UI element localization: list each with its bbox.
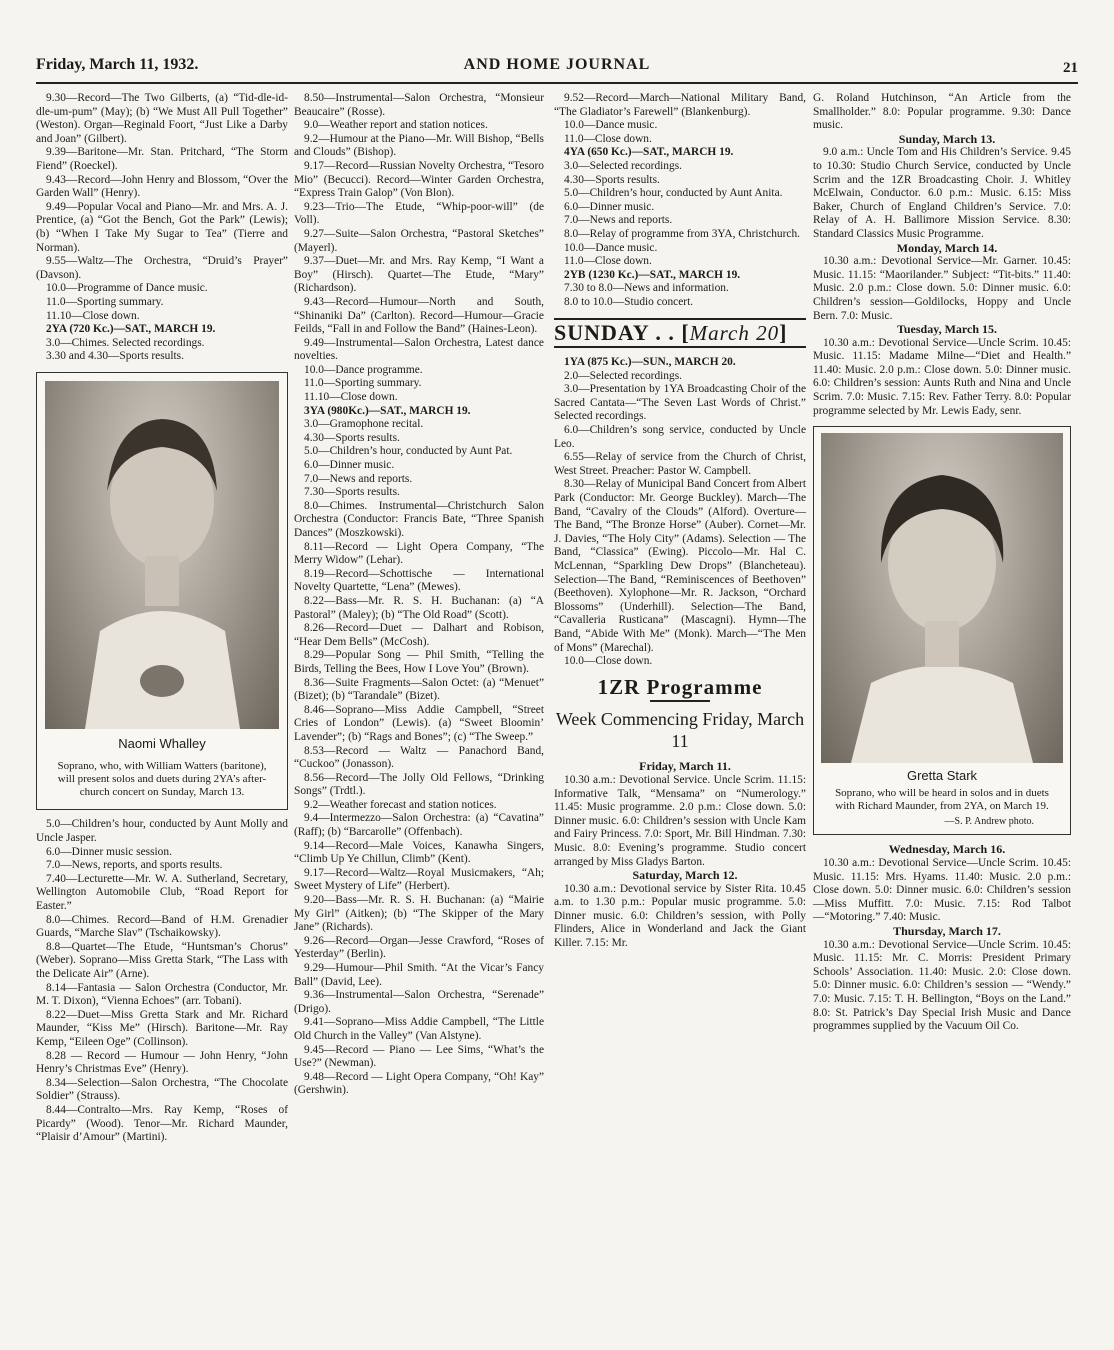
programme-item: 11.0—Sporting summary.	[46, 295, 164, 308]
programme-item: 2.0—Selected recordings.	[564, 369, 682, 382]
programme-item: 11.0—Close down.	[564, 132, 652, 145]
programme-item: 8.0—Chimes. Record—Band of H.M. Grenadier Guards, “Marche Slav” (Tschaikowsky).	[36, 913, 288, 940]
programme-list	[554, 160, 806, 269]
programme-item: 10.0—Programme of Dance music.	[46, 282, 208, 295]
programme-item: 9.37—Duet—Mr. and Mrs. Ray Kemp, “I Want a Boy” (Hirsch). Quartet—The Etude, “Mary” (Richardson).	[294, 255, 544, 295]
day-heading-tuesday: Tuesday, March 15.	[896, 322, 998, 337]
sunday-banner-bracket: ]	[779, 319, 788, 345]
programme-item: 10.0—Dance music.	[564, 241, 658, 254]
programme-item: 9.52—Record—March—National Military Band, “The Gladiator’s Farewell” (Blankenburg).	[554, 92, 806, 118]
day-heading-sunday: Sunday, March 13.	[898, 131, 996, 146]
programme-item: 7.0—News and reports.	[304, 472, 413, 485]
programme-item: 9.20—Bass—Mr. R. S. H. Buchanan: (a) “Mairie My Girl” (Aitken); (b) “The Skipper of the Mary Jane” (Richards).	[294, 894, 544, 934]
programme-item: 6.0—Children’s song service, conducted by Uncle Leo.	[554, 424, 806, 450]
programme-item: 9.2—Weather forecast and station notices.	[304, 798, 497, 811]
day-text-wednesday: 10.30 a.m.: Devotional Service—Uncle Scrim. 10.45: Music. 11.15: Mrs. Hyams. 11.40: Music. 2.0 p.m.: Close down. 5.0: Dinner music. 6.0: Children’s session—Miss Muffitt. 7.0: Music. 7.15: Rod Talbot—“Motoring.” 7.40: Music.	[813, 857, 1071, 924]
photo-credit: —S. P. Andrew photo.	[944, 815, 1034, 827]
day-heading-wednesday: Wednesday, March 16.	[888, 842, 1006, 857]
programme-item: 7.0—News, reports, and sports results.	[46, 859, 223, 872]
photo-box-naomi-whalley	[36, 372, 288, 811]
programme-item: 7.30 to 8.0—News and information.	[564, 282, 729, 295]
programme-item: 8.14—Fantasia — Salon Orchestra (Conductor, Mr. M. T. Dixon), “Vienna Echoes” (arr. Tobani).	[36, 981, 288, 1008]
programme-list	[554, 370, 806, 669]
portrait-illustration	[45, 381, 279, 729]
column-3	[554, 92, 806, 951]
programme-list	[294, 418, 544, 1098]
programme-item: 8.44—Contralto—Mrs. Ray Kemp, “Roses of Picardy” (Wood). Tenor—Mr. Richard Maunder, “Plaisir d’Amour” (Martini).	[36, 1103, 288, 1144]
programme-item: 11.10—Close down.	[304, 391, 398, 404]
station-heading-3ya: 3YA (980Kc.)—SAT., MARCH 19.	[304, 404, 471, 417]
photo-box-gretta-stark	[813, 426, 1071, 835]
programme-item: 8.0—Chimes. Instrumental—Christchurch Salon Orchestra (Conductor: Francis Bate, “Three Spanish Dances” (Moszkowski).	[294, 499, 544, 539]
portrait-photo	[45, 381, 279, 729]
programme-item: 9.43—Record—Humour—North and South, “Shinaniki Da” (Carlton). Record—Humour—Gracie Feilds, “Fall in and Follow the Band” (Haines-Leon).	[294, 295, 544, 336]
programme-item: 9.2—Humour at the Piano—Mr. Will Bishop, “Bells and Clouds” (Bishop).	[294, 132, 544, 159]
sunday-banner	[554, 318, 806, 349]
programme-item: 10.0—Dance programme.	[304, 363, 423, 376]
programme-item: 8.8—Quartet—The Etude, “Huntsman’s Chorus” (Weber). Soprano—Miss Gretta Stark, “The Lass with the Delicate Air” (Arne).	[36, 940, 288, 980]
programme-list	[554, 92, 806, 146]
page-number: 21	[1063, 60, 1078, 76]
day-text-tuesday: 10.30 a.m.: Devotional Service—Uncle Scrim. 10.45: Music. 11.15: Madame Milne—“Diet and Health.” 11.40: Music. 2.0 p.m.: Close down. 5.0: Dinner music. 6.0: Children’s session: Aunts Ruth and Nina and Uncle Scrim. 7.0: Music. 7.15: Rev. Father Terry. 8.0: Popular programme selected by Mr. Lewis Eady, senr.	[813, 336, 1071, 417]
page-header	[36, 56, 1078, 82]
station-heading-2ya: 2YA (720 Kc.)—SAT., MARCH 19.	[46, 323, 216, 336]
programme-item: 6.0—Dinner music session.	[46, 845, 172, 858]
programme-item: 5.0—Children’s hour, conducted by Aunt Pat.	[304, 445, 513, 458]
sunday-banner-label: SUNDAY . . [	[554, 319, 690, 345]
programme-item: 9.55—Waltz—The Orchestra, “Druid’s Prayer” (Davson).	[36, 255, 288, 281]
programme-item: 9.30—Record—The Two Gilberts, (a) “Tid-dle-id-dle-um-pum” (May); (b) “We Must All Pull Together” (Weston). Organ—Reginald Foort, “Just Like a Darby and Joan” (Gilbert).	[36, 92, 288, 145]
programme-item: 9.36—Instrumental—Salon Orchestra, “Serenade” (Drigo).	[294, 989, 544, 1015]
day-text-sunday: 9.0 a.m.: Uncle Tom and His Children’s Service. 9.45 to 10.30: Studio Church Service, conducted by Uncle Scrim and the 1ZR Broadcasting Choir. J. Whitley McElwain, Conductor. 6.0 p.m.: Music. 6.15: Miss Baker, Church of England Children’s Service. 7.0: Relay of A. H. Ballimore Mission Service. 8.30: Standard Classics Music Programme.	[813, 146, 1071, 240]
programme-item: 9.49—Popular Vocal and Piano—Mr. and Mrs. A. J. Prentice, (a) “Got the Bench, Got the Park” (Lewis); (b) “When I Take My Sugar to Tea” (Tierre and Norman).	[36, 200, 288, 254]
programme-item: 9.43—Record—John Henry and Blossom, “Over the Garden Wall” (Henry).	[36, 173, 288, 200]
programme-item: 9.48—Record — Light Opera Company, “Oh! Kay” (Gershwin).	[294, 1070, 544, 1097]
programme-item: 3.30 and 4.30—Sports results.	[46, 350, 184, 363]
programme-item: 9.27—Suite—Salon Orchestra, “Pastoral Sketches” (Mayerl).	[294, 227, 544, 254]
programme-item: 9.26—Record—Organ—Jesse Crawford, “Roses of Yesterday” (Berlin).	[294, 934, 544, 961]
portrait-illustration	[821, 433, 1063, 763]
programme-item: 8.50—Instrumental—Salon Orchestra, “Monsieur Beaucaire” (Rosse).	[294, 92, 544, 118]
column-4	[813, 92, 1071, 1034]
journal-title: AND HOME JOURNAL	[463, 56, 651, 73]
sunday-banner-date: March 20	[689, 320, 780, 345]
day-heading-thursday: Thursday, March 17.	[893, 924, 1001, 938]
programme-item: 9.17—Record—Waltz—Royal Musicmakers, “Ah; Sweet Mystery of Life” (Herbert).	[294, 866, 544, 893]
programme-item: 9.14—Record—Male Voices, Kanawha Singers, “Climb Up Ye Chillun, Climb” (Kent).	[294, 839, 544, 866]
programme-item: 9.4—Intermezzo—Salon Orchestra: (a) “Cavatina” (Raff); (b) “Barcarolle” (Offenbach).	[294, 812, 544, 839]
izr-programme-title: 1ZR Programme	[597, 674, 763, 699]
programme-item: 8.28 — Record — Humour — John Henry, “John Henry’s Christmas Eve” (Henry).	[36, 1049, 288, 1076]
divider	[650, 700, 710, 702]
programme-item: 9.29—Humour—Phil Smith. “At the Vicar’s Fancy Ball” (David, Lee).	[294, 962, 544, 988]
programme-item: 5.0—Children’s hour, conducted by Aunt Anita.	[564, 187, 783, 200]
programme-item: 8.30—Relay of Municipal Band Concert from Albert Park (Conductor: Mr. George Buckley). March—The Band, “Cavalry of the Clouds” (Alford). Overture—The Band, “The Bronze Horse” (Auber). Cornet—Mr. J. Davies, “The Holy City” (Adams). Selection — The Band, “Classica” (Ewing). Piccolo—Mr. Hal C. McLennan, “Sparkling Dew Drops” (Blancheteau). Selection—The Band, “Reminiscences of Beethoven” (Beethoven). Xylophone—Mr. R. Jackson, “Orchard Blossoms” (Underhill). Selection—The Band, “Cavalleria Rusticana” (Mascagni). Hymn—The Band, “Abide With Me” (Monk). March—“The Men of Mons” (Marechal).	[554, 478, 807, 654]
programme-item: 8.22—Duet—Miss Gretta Stark and Mr. Richard Maunder, “Kiss Me” (Hirsch). Baritone—Mr. Ray Kemp, “Eileen Oge” (Collinson).	[36, 1008, 288, 1048]
programme-item: 8.26—Record—Duet — Dalhart and Robison, “Hear Dem Bells” (McCosh).	[294, 622, 544, 648]
programme-item: 9.23—Trio—The Etude, “Whip-poor-will” (de Voll).	[294, 200, 544, 227]
programme-item: 8.0 to 10.0—Studio concert.	[564, 295, 694, 308]
programme-item: 7.0—News and reports.	[564, 214, 673, 227]
column-1	[36, 92, 288, 1145]
programme-list	[36, 92, 288, 323]
programme-item: 9.45—Record — Piano — Lee Sims, “What’s the Use?” (Newman).	[294, 1043, 544, 1070]
programme-list	[36, 337, 288, 364]
programme-item: 8.56—Record—The Jolly Old Fellows, “Drinking Songs” (Trdtl.).	[294, 771, 544, 798]
izr-programme-subtitle: Week Commencing Friday, March 11	[555, 709, 805, 752]
programme-item: 7.30—Sports results.	[304, 486, 400, 499]
programme-item: 11.10—Close down.	[46, 309, 140, 322]
programme-item: 8.22—Bass—Mr. R. S. H. Buchanan: (a) “A Pastoral” (Maley); (b) “The Old Road” (Scott).	[294, 594, 544, 621]
programme-item: 9.39—Baritone—Mr. Stan. Pritchard, “The Storm Fiend” (Roeckel).	[36, 146, 288, 172]
day-text-friday: 10.30 a.m.: Devotional Service. Uncle Scrim. 11.15: Informative Talk, “Mensama” on “Numerology.” 11.45: Music programme. 2.0 p.m.: Close down. 5.0: Dinner music. 6.0: Children’s session with Uncle Kam and Fairy Princess. 7.0: Sport, Mr. Bill Hindman. 7.30: Music. 8.0: Evening’s programme. Studio concert arranged by Miss Gladys Barton.	[554, 773, 806, 868]
photo-name: Gretta Stark	[906, 768, 978, 784]
programme-item: 7.40—Lecturette—Mr. W. A. Sutherland, Secretary, Wellington Automobile Club, “Road Report for Easter.”	[36, 872, 288, 913]
programme-item: 3.0—Gramophone recital.	[304, 418, 424, 431]
programme-item: 8.34—Selection—Salon Orchestra, “The Chocolate Soldier” (Strauss).	[36, 1076, 288, 1103]
programme-list	[554, 282, 806, 309]
station-heading-1ya: 1YA (875 Kc.)—SUN., MARCH 20.	[564, 356, 736, 369]
programme-item: 8.29—Popular Song — Phil Smith, “Telling the Birds, Telling the Bees, How I Love You” (Brown).	[294, 649, 544, 675]
programme-item: 9.41—Soprano—Miss Addie Campbell, “The Little Old Church in the Valley” (Van Alstyne).	[294, 1016, 544, 1042]
day-heading-monday: Monday, March 14.	[896, 240, 998, 255]
programme-item: 11.0—Close down.	[564, 255, 652, 268]
portrait-photo	[821, 433, 1063, 763]
programme-item: 8.11—Record — Light Opera Company, “The Merry Widow” (Lehar).	[294, 540, 544, 567]
issue-date: Friday, March 11, 1932.	[36, 56, 199, 73]
programme-item: 8.36—Suite Fragments—Salon Octet: (a) “Menuet” (Bizet); (b) “Tarandale” (Bizet).	[294, 676, 544, 703]
programme-item: 4.30—Sports results.	[564, 173, 660, 186]
continued-text: G. Roland Hutchinson, “An Article from the Smallholder.” 8.0: Popular programme. 9.30: Dance music.	[813, 92, 1071, 132]
programme-item: 3.0—Chimes. Selected recordings.	[46, 336, 205, 349]
programme-item: 3.0—Presentation by 1YA Broadcasting Choir of the Sacred Cantata—“The Seven Last Words of Christ.” Selected recordings.	[554, 383, 806, 423]
programme-item: 6.55—Relay of service from the Church of Christ, West Street. Preacher: Pastor W. Campbell.	[554, 451, 806, 477]
day-text-monday: 10.30 a.m.: Devotional Service—Mr. Garner. 10.45: Music. 11.15: “Maorilander.” Subject: “Tit-bits.” 11.40: Music. 2.0 p.m.: Close down. 5.0: Dinner music. 6.0: Children’s session—Goldilocks, Hoppy and Uncle Bern. 7.0: Music.	[813, 255, 1071, 322]
programme-item: 10.0—Close down.	[564, 655, 653, 668]
programme-item: 9.0—Weather report and station notices.	[304, 119, 488, 132]
station-heading-2yb: 2YB (1230 Kc.)—SAT., MARCH 19.	[564, 268, 741, 281]
programme-list	[36, 818, 288, 1144]
programme-item: 10.0—Dance music.	[564, 119, 658, 132]
programme-item: 5.0—Children’s hour, conducted by Aunt Molly and Uncle Jasper.	[36, 818, 288, 845]
programme-item: 3.0—Selected recordings.	[564, 159, 682, 172]
programme-item: 8.53—Record — Waltz — Panachord Band, “Cuckoo” (Jonasson).	[294, 744, 544, 771]
programme-item: 9.49—Instrumental—Salon Orchestra, Latest dance novelties.	[294, 336, 544, 363]
programme-item: 8.19—Record—Schottische — International Novelty Quartette, “Lena” (Mewes).	[294, 567, 544, 594]
programme-item: 8.46—Soprano—Miss Addie Campbell, “Street Cries of London” (Lewis). (a) “Sweet Bloomin’ Lavender”; (b) “Rags and Bones”; (c) “The Sweep.”	[294, 703, 544, 743]
programme-item: 6.0—Dinner music.	[304, 459, 395, 472]
day-heading-friday: Friday, March 11.	[639, 759, 731, 774]
photo-name: Naomi Whalley	[118, 735, 206, 751]
programme-item: 8.0—Relay of programme from 3YA, Christchurch.	[564, 227, 800, 240]
programme-item: 6.0—Dinner music.	[564, 200, 655, 213]
photo-caption: Soprano, who will be heard in solos and in duets with Richard Maunder, from 2YA, on March 19.	[835, 786, 1049, 812]
day-text-saturday: 10.30 a.m.: Devotional service by Sister Rita. 10.45 a.m. to 1.30 p.m.: Popular music programme. 5.0: Dinner music. 6.0: Children’s session, with Polly Flinders, Alice in Wonderland and Jack the Giant Killer. 7.15: Mr.	[554, 882, 806, 950]
day-heading-saturday: Saturday, March 12.	[632, 868, 738, 883]
programme-item: 9.17—Record—Russian Novelty Orchestra, “Tesoro Mio” (Becucci). Record—Winter Garden Orchestra, “Express Train Galop” (Von Blon).	[294, 159, 544, 200]
programme-list	[294, 92, 544, 405]
day-text-thursday: 10.30 a.m.: Devotional Service—Uncle Scrim. 10.45: Music. 11.15: Mr. C. Morris: President Primary Schools’ Association. 11.40: Music. 2.0: Close down. 5.0: Dinner music. 6.0: Children’s session — “Wendy.” 7.0: Music. 7.15: T. H. Bellington, “Boys on the Land.” 8.0: St. Patrick’s Day Special Irish Music and Dance programmes supplied by the Vacuum Oil Co.	[813, 938, 1071, 1033]
programme-item: 11.0—Sporting summary.	[304, 377, 422, 390]
header-rule	[36, 82, 1078, 84]
photo-caption: Soprano, who, with William Watters (baritone), will present solos and duets during 2YA’s after-church concert on Sunday, March 13.	[57, 760, 267, 799]
column-2	[294, 92, 544, 1098]
station-heading-4ya: 4YA (650 Kc.)—SAT., MARCH 19.	[564, 146, 734, 159]
programme-item: 4.30—Sports results.	[304, 431, 400, 444]
